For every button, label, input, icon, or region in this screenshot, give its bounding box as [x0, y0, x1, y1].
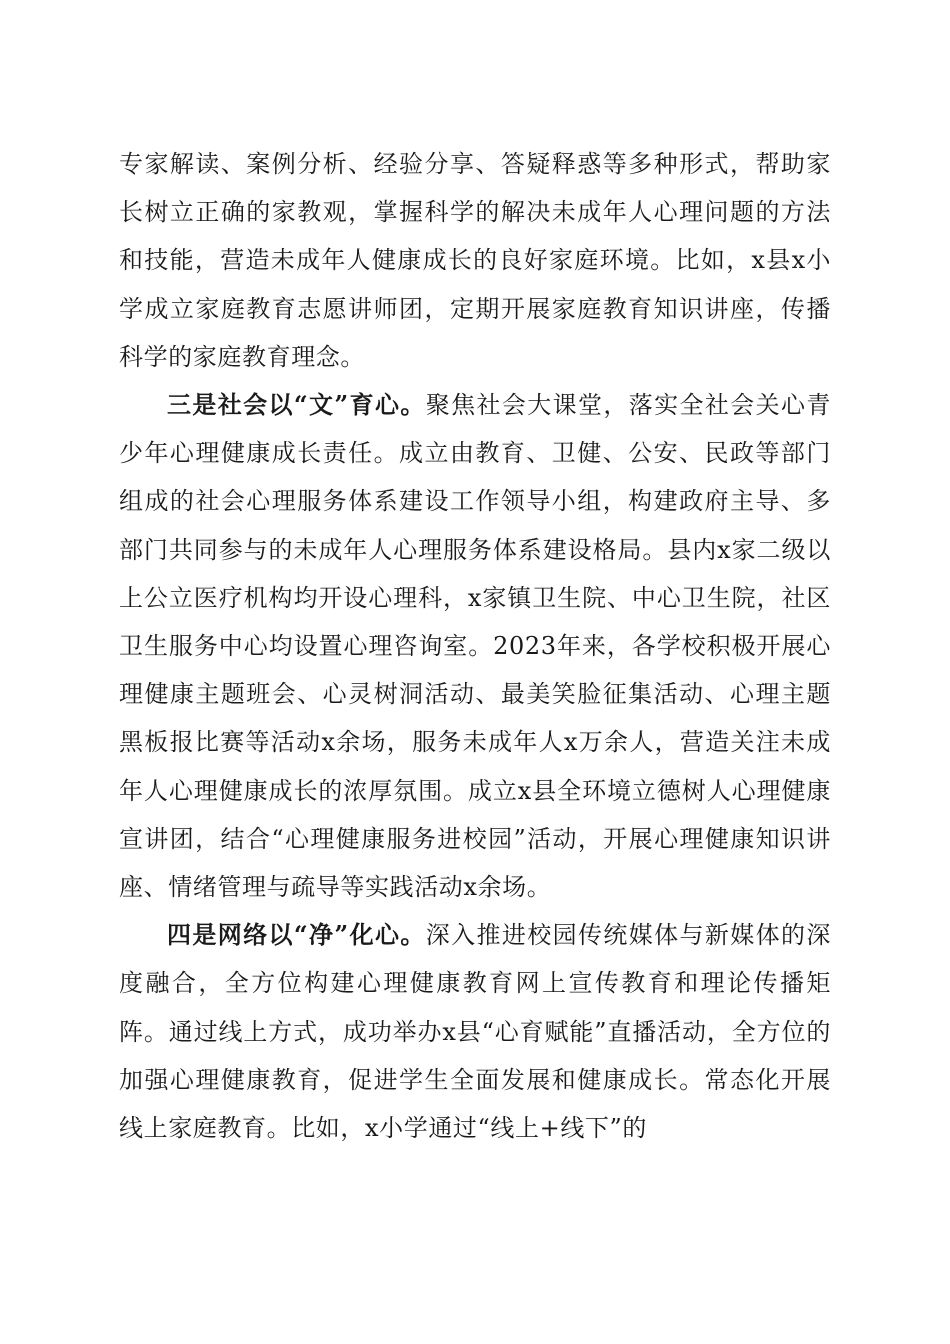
paragraph-network — [119, 911, 831, 1152]
paragraph-family-education — [119, 140, 831, 381]
paragraph-text: 专家解读、案例分析、经验分享、答疑释惑等多种形式，帮助家长树立正确的家教观，掌握科学的解决未成年人心理问题的方法和技能，营造未成年人健康成长的良好家庭环境。比如，x县x小学成立家庭教育志愿讲师团，定期开展家庭教育知识讲座，传播科学的家庭教育理念。 — [119, 150, 831, 371]
document-body — [119, 140, 831, 1152]
paragraph-text: 深入推进校园传统媒体与新媒体的深度融合，全方位构建心理健康教育网上宣传教育和理论传播矩阵。通过线上方式，成功举办x县“心育赋能”直播活动，全方位的加强心理健康教育，促进学生全面发展和健康成长。常态化开展线上家庭教育。比如，x小学通过“线上+线下”的 — [119, 921, 831, 1143]
paragraph-lead: 三是社会以“文”育心。 — [167, 390, 426, 420]
paragraph-lead: 四是网络以“净”化心。 — [167, 920, 426, 950]
paragraph-society — [119, 381, 831, 911]
paragraph-text: 聚焦社会大课堂，落实全社会关心青少年心理健康成长责任。成立由教育、卫健、公安、民政等部门组成的社会心理服务体系建设工作领导小组，构建政府主导、多部门共同参与的未成年人心理服务体系建设格局。县内x家二级以上公立医疗机构均开设心理科，x家镇卫生院、中心卫生院，社区卫生服务中心均设置心理咨询室。2023年来，各学校积极开展心理健康主题班会、心灵树洞活动、最美笑脸征集活动、心理主题黑板报比赛等活动x余场，服务未成年人x万余人，营造关注未成年人心理健康成长的浓厚氛围。成立x县全环境立德树人心理健康宣讲团，结合“心理健康服务进校园”活动，开展心理健康知识讲座、情绪管理与疏导等实践活动x余场。 — [119, 391, 831, 902]
